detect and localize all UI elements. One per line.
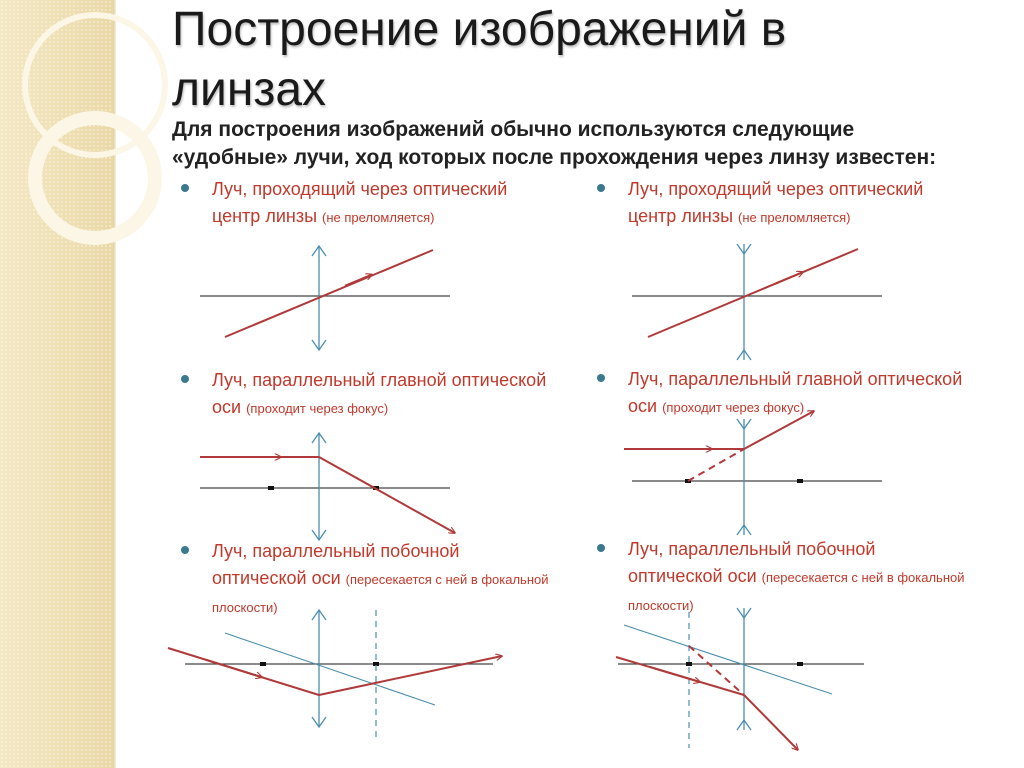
ray-caption-note: (не преломляется): [738, 210, 851, 225]
ray-caption-main: Луч, параллельный главной оптической оси: [212, 370, 547, 417]
ray-caption-6: [628, 536, 968, 619]
focus-point-right: [797, 662, 803, 666]
diagram-secondary-axis-diverging: [616, 608, 864, 750]
bullet-dot: [181, 184, 189, 192]
focus-point-right: [797, 479, 803, 483]
secondary-optical-axis: [225, 633, 435, 705]
slide-title: Построение изображений в линзах: [172, 3, 787, 116]
ray-arrow: [775, 272, 803, 284]
diagram-center-ray-diverging: [632, 244, 882, 360]
secondary-optical-axis: [624, 625, 832, 694]
ray-caption-main: Луч, проходящий через оптический центр линзы: [628, 179, 924, 226]
ray-incident-arrow: [205, 660, 262, 678]
ray: [225, 250, 433, 337]
ray-caption-5: [212, 538, 552, 621]
ray-refracted: [744, 695, 798, 750]
bullet-dot: [597, 184, 605, 192]
bullet-dot: [181, 546, 189, 554]
bullet-dot: [181, 375, 189, 383]
diagram-center-ray-converging: [200, 246, 450, 350]
ray-caption-main: Луч, параллельный побочной оптической оси: [628, 539, 876, 586]
intro-text: Для построения изображений обычно используются следующие «удобные» лучи, ход которых после прохождения через линзу известен:: [172, 118, 937, 169]
ray-caption-main: Луч, проходящий через оптический центр линзы: [212, 179, 508, 226]
ray-refracted: [319, 457, 455, 533]
ray-caption-4: [628, 366, 988, 421]
ray-caption-main: Луч, параллельный главной оптической оси: [628, 369, 963, 416]
diagram-parallel-ray-converging: [200, 433, 455, 540]
focus-point-left: [268, 486, 274, 490]
ray: [648, 249, 858, 337]
ray-caption-2: [628, 176, 968, 231]
ray-incident-arrow: [650, 667, 700, 682]
diagram-secondary-axis-converging: [168, 610, 502, 742]
ray-caption-main: Луч, параллельный побочной оптической оси: [212, 541, 460, 588]
ray-caption-note: (проходит через фокус): [246, 401, 389, 416]
ray-extension-dashed: [688, 449, 744, 481]
bullet-dot: [597, 544, 605, 552]
ray-caption-note: (пересекается с ней в фокальной плоскости): [212, 572, 549, 615]
ray-caption-note: (не преломляется): [322, 210, 435, 225]
ray-caption-1: [212, 176, 552, 231]
focus-point-left: [686, 662, 692, 666]
ray-arrow: [345, 275, 372, 286]
focus-point-left: [260, 662, 266, 666]
decorative-rings: [25, 15, 165, 238]
diagram-parallel-ray-diverging: [624, 411, 882, 535]
ray-caption-note: (пересекается с ней в фокальной плоскости): [628, 570, 965, 613]
bullet-dot: [597, 374, 605, 382]
ray-refracted: [319, 656, 502, 695]
ray-caption-3: [212, 367, 572, 422]
ray-caption-note: (проходит через фокус): [662, 400, 805, 415]
